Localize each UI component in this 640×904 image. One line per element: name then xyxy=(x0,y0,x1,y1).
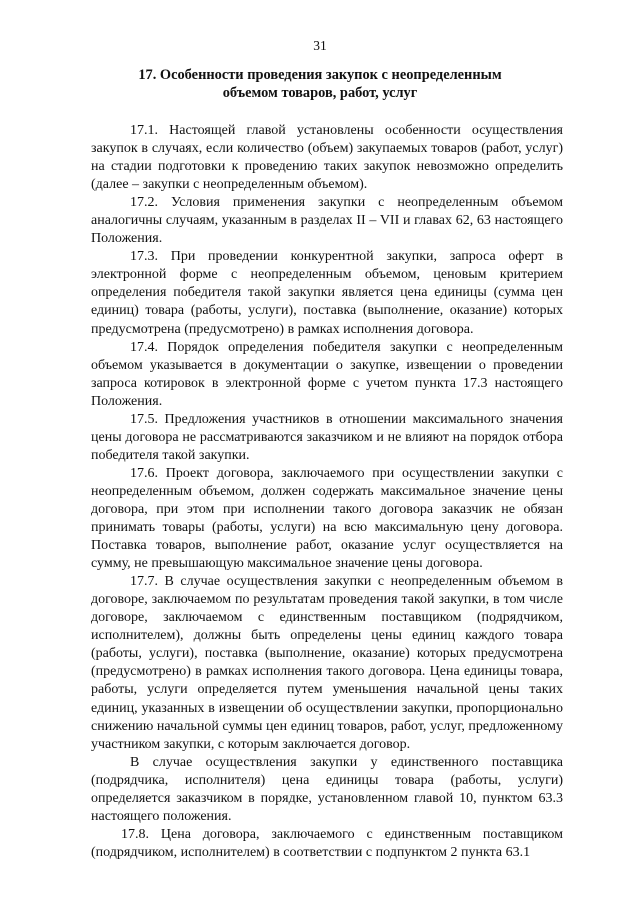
paragraph-17-7: 17.7. В случае осуществления закупки с неопределенным объемом в договоре, заключаемом по результатам проведения такой закупки, в том числе договоре, заключаемом с единственным поставщиком (подрядчиком, исполнителем), должны быть определены цены единиц каждого товара (работы, услуги), поставка (выполнение, оказание) которых предусмотрена (предусмотрено) в рамках исполнения такого договора. Цена единицы товара, работы, услуги определяется путем уменьшения начальной цены таких единиц, указанных в извещении об осуществлении закупки, пропорционально снижению начальной суммы цен единиц товаров, работ, услуг, предложенному участником закупки, с которым заключается договор. xyxy=(91,574,563,752)
paragraph-17-3: 17.3. При проведении конкурентной закупки, запроса оферт в электронной форме с неопределенным объемом, ценовым критерием определения победителя такой закупки является цена единицы (сумма цен единиц) товара (работы, услуги), поставка (выполнение, оказание) которых предусмотрена (предусмотрено) в рамках исполнения договора. xyxy=(91,249,563,337)
paragraph-17-5: 17.5. Предложения участников в отношении максимального значения цены договора не рассматриваются заказчиком и не влияют на порядок отбора победителя такой закупки. xyxy=(91,411,563,463)
paragraph-17-1: 17.1. Настоящей главой установлены особенности осуществления закупок в случаях, если количество (объем) закупаемых товаров (работ, услуг) на стадии подготовки к проведению таких закупок невозможно определить (далее – закупки с неопределенным объемом). xyxy=(91,123,563,193)
document-body xyxy=(91,122,563,862)
section-title: 17. Особенности проведения закупок с неопределенным объемом товаров, работ, услуг xyxy=(138,67,502,101)
paragraph-17-2: 17.2. Условия применения закупки с неопределенным объемом аналогичны случаям, указанным в разделах II – VII и главах 62, 63 настоящего Положения. xyxy=(91,195,563,247)
paragraph-17-8: 17.8. Цена договора, заключаемого с единственным поставщиком (подрядчиком, исполнителем) в соответствии с подпунктом 2 пункта 63.1 xyxy=(91,826,563,860)
page-number: 31 xyxy=(313,38,327,53)
paragraph-17-6: 17.6. Проект договора, заключаемого при осуществлении закупки с неопределенным объемом, должен содержать максимальное значение цены договора, при этом при исполнении такого договора заказчик не обязан принимать товары (работы, услуги) на всю максимальную цену договора. Поставка товаров, выполнение работ, оказание услуг осуществляется на сумму, не превышающую максимальное значение цены договора. xyxy=(91,465,563,572)
paragraph-17-7-sole-supplier: В случае осуществления закупки у единственного поставщика (подрядчика, исполнителя) цена единицы товара (работы, услуги) определяется заказчиком в порядке, установленном главой 10, пунктом 63.3 настоящего положения. xyxy=(91,754,563,824)
paragraph-17-4: 17.4. Порядок определения победителя закупки с неопределенным объемом указывается в документации о закупке, извещении о проведении запроса котировок в электронной форме с учетом пункта 17.3 настоящего Положения. xyxy=(91,339,563,409)
